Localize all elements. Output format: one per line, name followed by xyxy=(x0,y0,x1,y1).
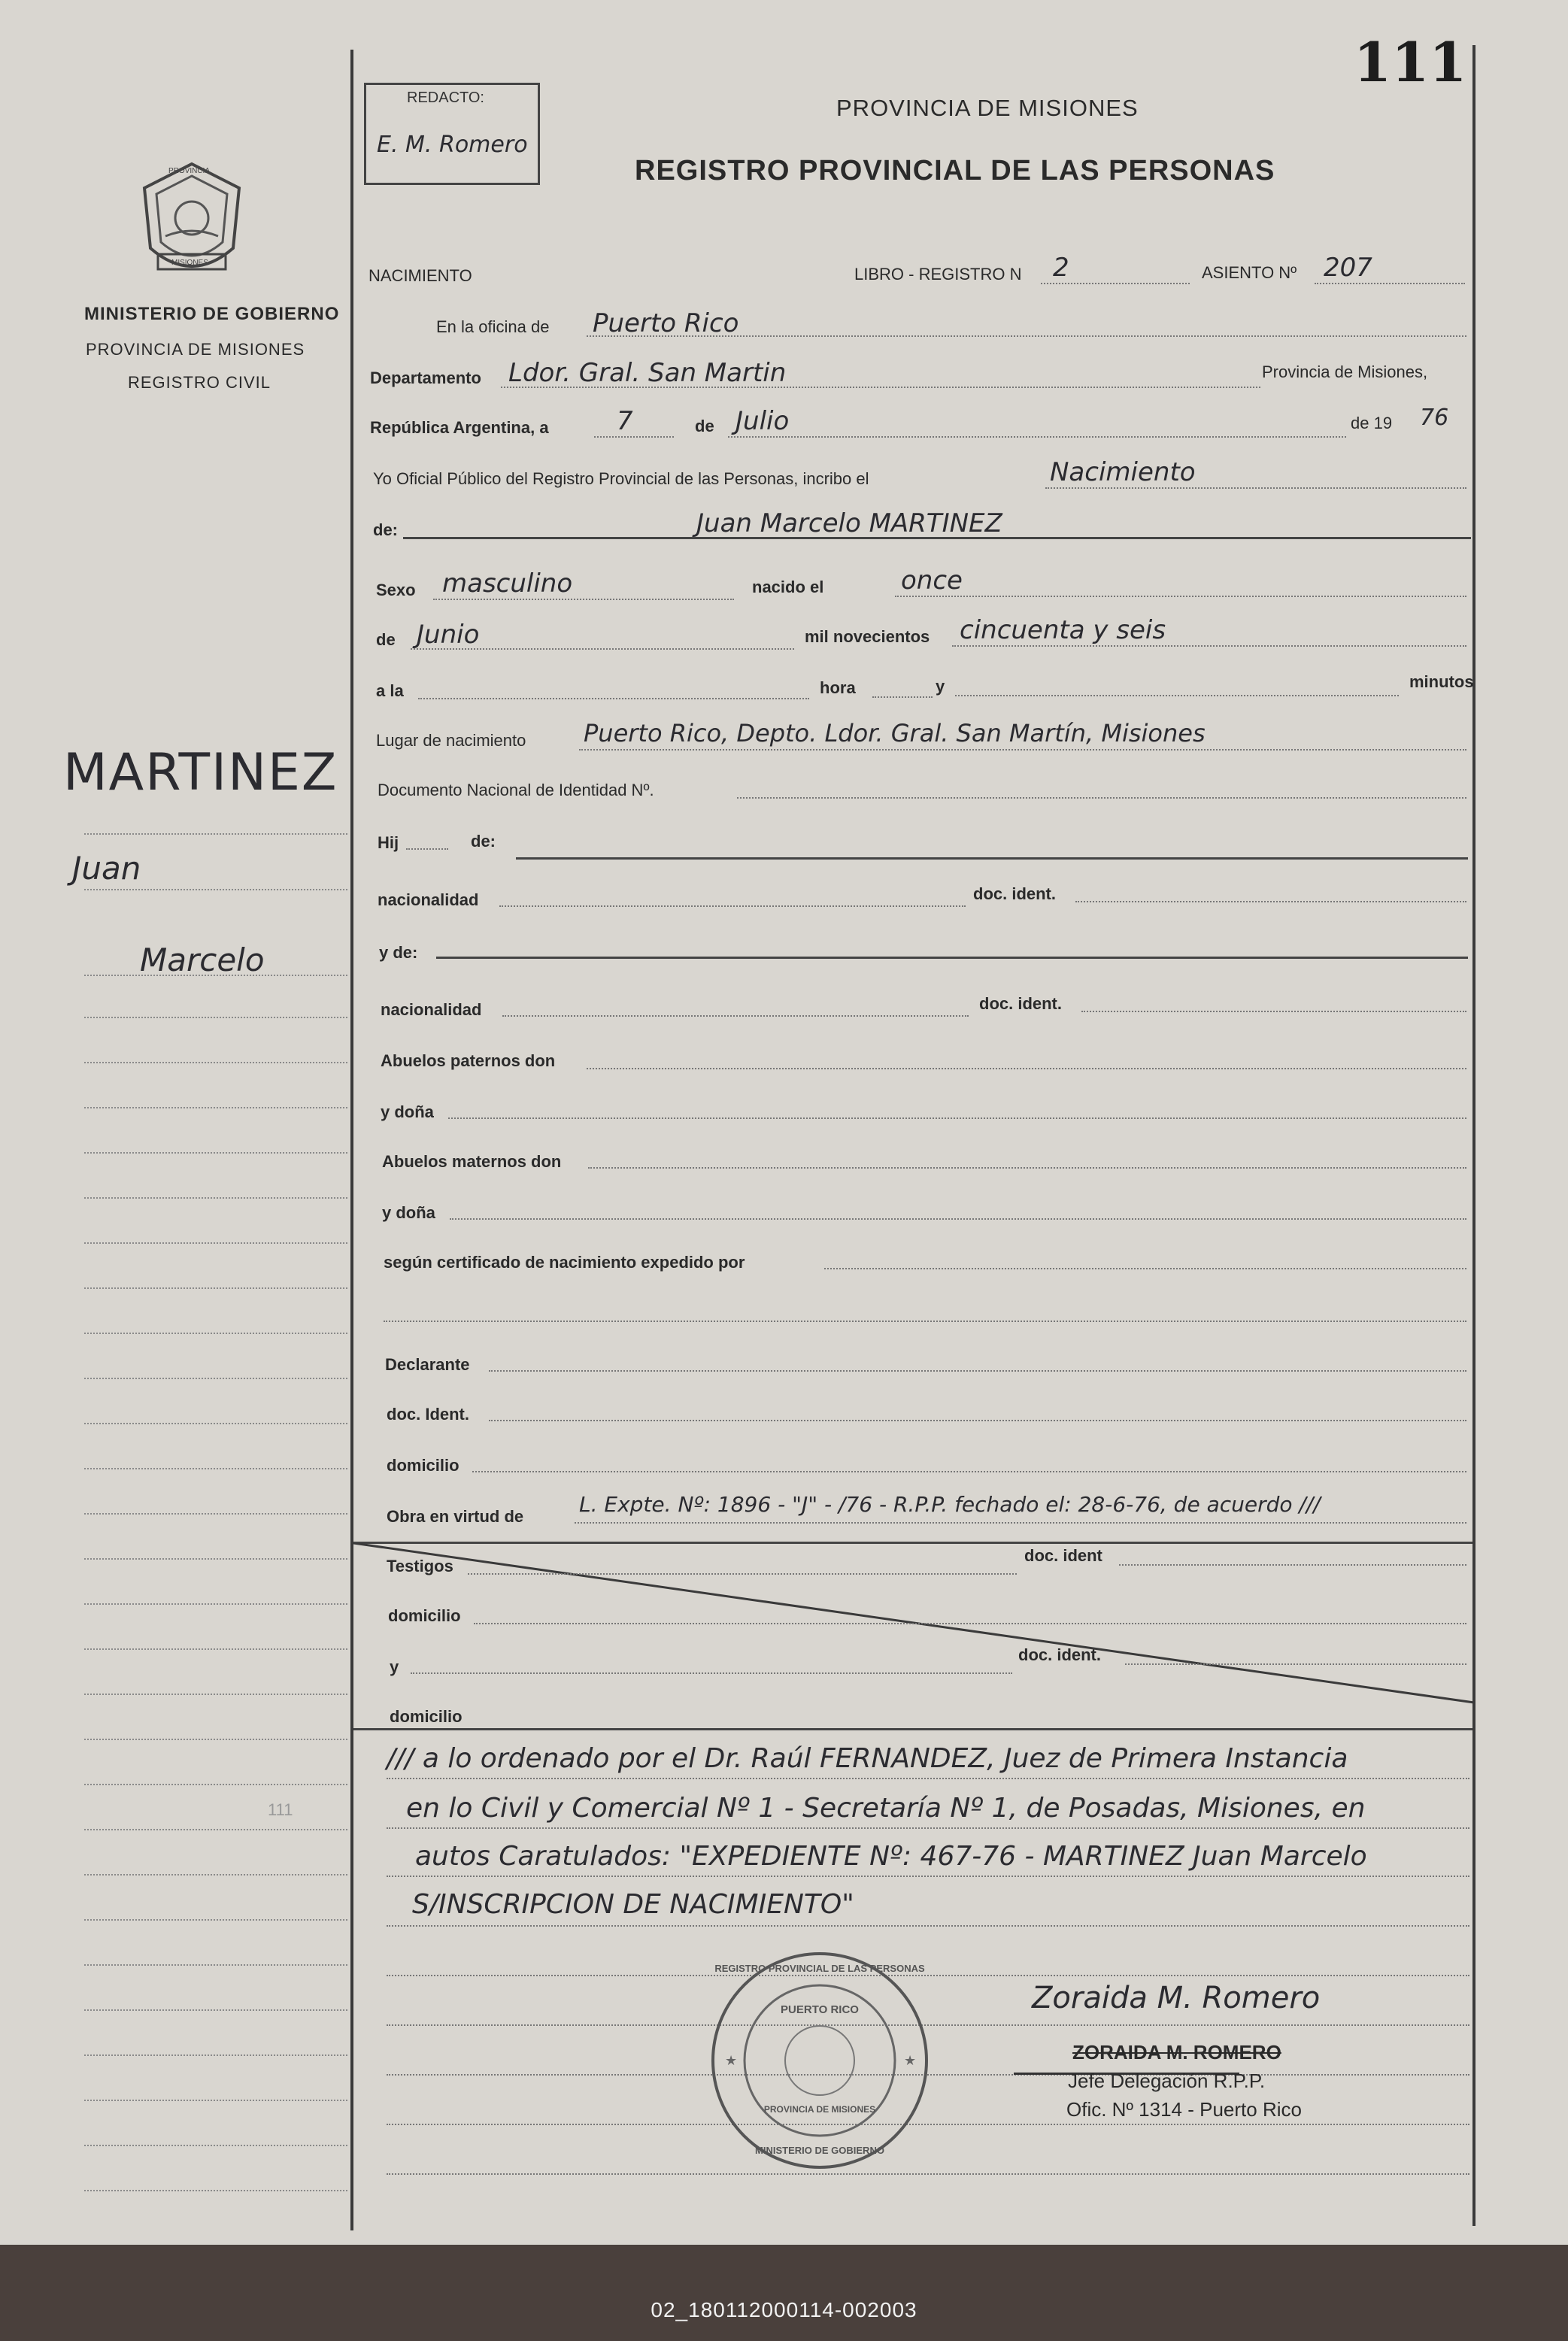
scan-footer xyxy=(0,2245,1568,2341)
section-label: NACIMIENTO xyxy=(368,266,472,285)
acto-value: Nacimiento xyxy=(1050,457,1196,487)
margin-line xyxy=(84,833,347,835)
ydona-label: y doña xyxy=(381,1102,434,1121)
province-heading: PROVINCIA DE MISIONES xyxy=(836,95,1139,121)
ala-label: a la xyxy=(376,681,404,700)
margin-line xyxy=(84,1648,347,1650)
declarante-line xyxy=(489,1370,1466,1372)
nombre-line xyxy=(403,537,1471,539)
signatory-name: ZORAIDA M. ROMERO xyxy=(1072,2041,1281,2064)
sexo-value: masculino xyxy=(442,569,573,599)
margin-line xyxy=(84,1468,347,1469)
de-nombre-label: de: xyxy=(373,520,398,539)
certificado-line-2 xyxy=(384,1321,1466,1322)
obra-line xyxy=(575,1522,1466,1524)
minutos-line xyxy=(955,695,1399,696)
ministry-registry: REGISTRO CIVIL xyxy=(128,373,271,392)
note-rule-3 xyxy=(387,1876,1469,1877)
margin-line xyxy=(84,2009,347,2011)
page-number: 111 xyxy=(1354,30,1467,94)
margin-line xyxy=(84,2100,347,2101)
note-rule-9 xyxy=(387,2173,1469,2175)
domicilio2-label: domicilio xyxy=(388,1606,461,1625)
sexo-label: Sexo xyxy=(376,581,416,599)
lugar-label: Lugar de nacimiento xyxy=(376,731,526,750)
nombre-value: Juan Marcelo MARTINEZ xyxy=(696,508,1002,538)
margin-line xyxy=(84,1242,347,1244)
departamento-label: Departamento xyxy=(370,368,481,387)
testigos-label: Testigos xyxy=(387,1557,453,1575)
stamp-outer-bottom: MINISTERIO DE GOBIERNO xyxy=(755,2145,884,2156)
margin-line xyxy=(84,1919,347,1921)
signatory-office: Ofic. Nº 1314 - Puerto Rico xyxy=(1066,2098,1302,2121)
note-line-4: S/INSCRIPCION DE NACIMIENTO" xyxy=(412,1889,854,1920)
nacionalidad-label: nacionalidad xyxy=(378,890,479,909)
margin-line xyxy=(84,1062,347,1063)
sexo-line xyxy=(433,599,734,600)
signature-handwritten: Zoraida M. Romero xyxy=(1032,1981,1321,2015)
margin-line xyxy=(84,1784,347,1785)
margin-second-name: Marcelo xyxy=(140,942,265,978)
ydona2-label: y doña xyxy=(382,1203,435,1222)
minutos-label: minutos xyxy=(1409,672,1474,691)
margin-mark: 111 xyxy=(268,1800,293,1819)
domicilio2-line xyxy=(474,1623,1466,1624)
margin-line xyxy=(84,1603,347,1605)
margin-line xyxy=(84,1333,347,1334)
abuelos-p-line xyxy=(587,1068,1466,1069)
margin-line xyxy=(84,1287,347,1289)
seal-text-top: PROVINCIA xyxy=(168,167,211,175)
margin-line xyxy=(84,2190,347,2191)
margin-line xyxy=(84,1558,347,1560)
domicilio-label: domicilio xyxy=(387,1456,459,1475)
hij-line xyxy=(406,848,448,850)
ydona2-line xyxy=(450,1218,1466,1220)
provincia-suffix: Provincia de Misiones, xyxy=(1262,362,1428,381)
form-right-border xyxy=(1472,45,1475,2226)
abuelos-p-label: Abuelos paternos don xyxy=(381,1051,556,1070)
doc-ident-line xyxy=(1075,901,1466,902)
nacionalidad2-line xyxy=(502,1015,969,1017)
obra-value: L. Expte. Nº: 1896 - "J" - /76 - R.P.P. fechado el: 28-6-76, de acuerdo /// xyxy=(579,1492,1321,1517)
doc-ident2-label: doc. ident. xyxy=(979,994,1062,1013)
margin-line xyxy=(84,975,347,976)
margin-line xyxy=(84,1107,347,1108)
departamento-line xyxy=(501,387,1260,388)
doc-line xyxy=(489,1420,1466,1421)
doc-ident3-line xyxy=(1119,1564,1466,1566)
doc-ident2-line xyxy=(1081,1011,1466,1012)
redacto-label: REDACTO: xyxy=(407,89,484,106)
registry-title: REGISTRO PROVINCIAL DE LAS PERSONAS xyxy=(635,155,1275,186)
margin-line xyxy=(84,1513,347,1515)
note-rule-1 xyxy=(387,1778,1469,1779)
doc-ident4-label: doc. ident. xyxy=(1018,1645,1101,1664)
image-caption: 02_180112000114-002003 xyxy=(651,2298,917,2321)
note-rule-4 xyxy=(387,1925,1469,1927)
mes-nac-line xyxy=(411,648,794,650)
margin-line xyxy=(84,2054,347,2056)
hora-line-2 xyxy=(872,696,933,698)
y2-line xyxy=(411,1672,1012,1674)
dni-line xyxy=(737,797,1466,799)
domicilio3-label: domicilio xyxy=(390,1707,463,1726)
y-label: y xyxy=(936,677,945,696)
margin-first-name: Juan xyxy=(72,850,141,887)
margin-line xyxy=(84,1378,347,1379)
anio-nac-line xyxy=(952,645,1466,647)
libro-line xyxy=(1041,283,1190,284)
stamp-inner-bottom: PROVINCIA DE MISIONES xyxy=(763,2104,876,2115)
nacionalidad2-label: nacionalidad xyxy=(381,1000,482,1019)
nacionalidad-line xyxy=(499,905,966,907)
margin-line xyxy=(84,1739,347,1740)
svg-text:★: ★ xyxy=(725,2053,738,2068)
dni-label: Documento Nacional de Identidad Nº. xyxy=(378,781,654,799)
declarante-label: Declarante xyxy=(385,1355,470,1374)
lugar-line xyxy=(579,749,1466,751)
mes-value: Julio xyxy=(735,406,790,436)
obra-label: Obra en virtud de xyxy=(387,1507,524,1526)
madre-line xyxy=(436,957,1468,959)
anio-label: de 19 xyxy=(1351,414,1393,432)
testigos-line xyxy=(468,1573,1017,1575)
acto-line xyxy=(1045,487,1466,489)
margin-line xyxy=(84,1017,347,1018)
redacto-box xyxy=(364,83,540,185)
asiento-value: 207 xyxy=(1324,253,1372,283)
asiento-label: ASIENTO Nº xyxy=(1202,263,1297,282)
yde-label: y de: xyxy=(379,943,418,962)
redacto-value: E. M. Romero xyxy=(377,132,528,158)
margin-line xyxy=(84,1694,347,1695)
libro-label: LIBRO - REGISTRO N xyxy=(854,265,1022,284)
oficina-label: En la oficina de xyxy=(436,317,550,336)
margin-line xyxy=(84,1197,347,1199)
nacido-value: once xyxy=(901,566,963,596)
abuelos-m-line xyxy=(588,1167,1466,1169)
form-left-border xyxy=(350,50,353,2230)
departamento-value: Ldor. Gral. San Martin xyxy=(508,358,787,388)
asiento-line xyxy=(1315,283,1465,284)
margin-line xyxy=(84,1874,347,1876)
signatory-role: Jefe Delegación R.P.P. xyxy=(1068,2070,1266,2092)
republica-label: República Argentina, a xyxy=(370,418,549,437)
ministry-province: PROVINCIA DE MISIONES xyxy=(86,340,305,359)
margin-line xyxy=(84,1829,347,1830)
stamp-outer-text: REGISTRO PROVINCIAL DE LAS PERSONAS xyxy=(714,1963,925,1974)
de-mes-label: de xyxy=(376,630,396,649)
margin-surname: MARTINEZ xyxy=(63,743,338,802)
svg-text:★: ★ xyxy=(904,2053,917,2068)
libro-value: 2 xyxy=(1053,253,1069,283)
mes-line xyxy=(728,436,1346,438)
mes-nac-value: Junio xyxy=(417,620,480,650)
hora-line xyxy=(418,698,809,699)
ydona-line xyxy=(448,1117,1466,1119)
seal-text-bottom: MISIONES xyxy=(171,259,208,267)
dia-line xyxy=(594,436,674,438)
doc-ident-label: doc. ident. xyxy=(973,884,1056,903)
nacido-label: nacido el xyxy=(752,578,824,596)
abuelos-m-label: Abuelos maternos don xyxy=(382,1152,562,1171)
note-line-2: en lo Civil y Comercial Nº 1 - Secretaría Nº 1, de Posadas, Misiones, en xyxy=(406,1793,1366,1824)
lugar-value: Puerto Rico, Depto. Ldor. Gral. San Martín, Misiones xyxy=(584,719,1206,747)
domicilio-line xyxy=(472,1471,1466,1472)
doc-ident3-label: doc. ident xyxy=(1024,1546,1102,1565)
stamp-inner-top: PUERTO RICO xyxy=(781,2003,859,2016)
de2-label: de: xyxy=(471,832,496,851)
note-line-3: autos Caratulados: "EXPEDIENTE Nº: 467-76 - MARTINEZ Juan Marcelo xyxy=(415,1841,1367,1872)
de-label: de xyxy=(695,417,714,435)
note-rule-2 xyxy=(387,1827,1469,1829)
margin-line xyxy=(84,1423,347,1424)
cancel-diagonal xyxy=(353,1543,1475,1708)
y2-label: y xyxy=(390,1657,399,1676)
hora-label: hora xyxy=(820,678,856,697)
mil-label: mil novecientos xyxy=(805,627,930,646)
coat-of-arms-seal xyxy=(135,158,248,290)
padre-line xyxy=(516,857,1468,860)
margin-line xyxy=(84,1152,347,1154)
hij-label: Hij xyxy=(378,833,399,852)
testigos-bottom-rule xyxy=(353,1728,1472,1730)
margin-line xyxy=(84,889,347,890)
margin-line xyxy=(84,2145,347,2146)
doc-ident4-line xyxy=(1125,1663,1466,1665)
oficina-value: Puerto Rico xyxy=(593,308,739,338)
ministry-label: MINISTERIO DE GOBIERNO xyxy=(84,304,340,324)
anio-nac-value: cincuenta y seis xyxy=(960,615,1166,645)
note-line-1: /// a lo ordenado por el Dr. Raúl FERNANDEZ, Juez de Primera Instancia xyxy=(387,1743,1348,1774)
anio-value: 76 xyxy=(1420,405,1449,431)
margin-line xyxy=(84,1964,347,1966)
doc-label: doc. Ident. xyxy=(387,1405,469,1424)
oficina-line xyxy=(587,335,1466,337)
yo-label: Yo Oficial Público del Registro Provincial de las Personas, incribo el xyxy=(373,469,869,488)
certificado-line xyxy=(824,1268,1466,1269)
certificado-label: según certificado de nacimiento expedido por xyxy=(384,1253,745,1272)
dia-value: 7 xyxy=(617,406,633,436)
official-stamp xyxy=(707,1948,933,2173)
nacido-line xyxy=(895,596,1466,597)
